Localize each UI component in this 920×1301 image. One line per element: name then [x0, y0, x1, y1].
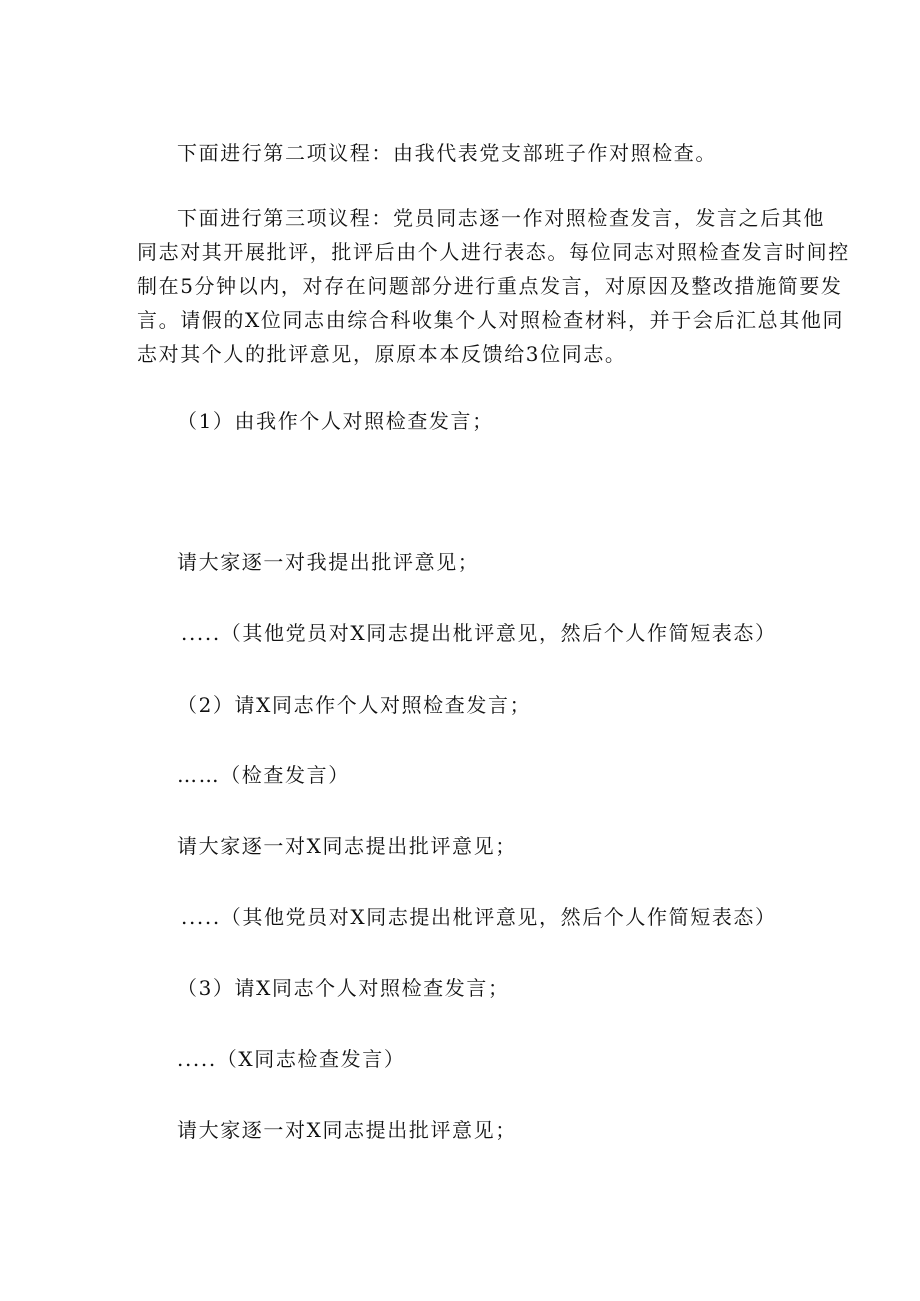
step-3-speech: .....（X同志检查发言） [177, 1047, 406, 1071]
paragraph-line: 言。请假的X位同志由综合科收集个人对照检查材料，并于会后汇总其他同 [137, 308, 845, 332]
step-2-heading: （2）请X同志作个人对照检查发言； [177, 693, 532, 717]
step-2-request: 请大家逐一对X同志提出批评意见； [177, 834, 517, 858]
step-1-heading: （1）由我作个人对照检查发言； [177, 409, 494, 433]
paragraph-line: 制在5分钟以内，对存在问题部分进行重点发言，对原因及整改措施简要发 [137, 274, 843, 298]
step-3-heading: （3）请X同志个人对照检查发言； [177, 976, 510, 1000]
step-2-response: .....（其他党员对X同志提出枇评意见，然后个人作简短表态） [181, 905, 777, 929]
paragraph-line: 下面进行第三项议程：党员同志逐一作对照检查发言，发言之后其他 [177, 206, 825, 230]
step-1-response: .....（其他党员对X同志提出枇评意见，然后个人作简短表态） [181, 621, 777, 645]
paragraph-line: 志对其个人的批评意见，原原本本反馈给3位同志。 [137, 342, 627, 366]
agenda-item-2: 下面进行第二项议程：由我代表党支部班子作对照检查。 [177, 141, 717, 165]
agenda-item-3-paragraph [137, 201, 850, 371]
step-2-speech: ……（检查发言） [177, 763, 350, 787]
step-3-request: 请大家逐一对X同志提出批评意见； [177, 1118, 517, 1142]
step-1-request: 请大家逐一对我提出批评意见； [177, 550, 480, 574]
paragraph-line: 同志对其开展批评，批评后由个人进行表态。每位同志对照检查发言时间控 [137, 240, 850, 264]
